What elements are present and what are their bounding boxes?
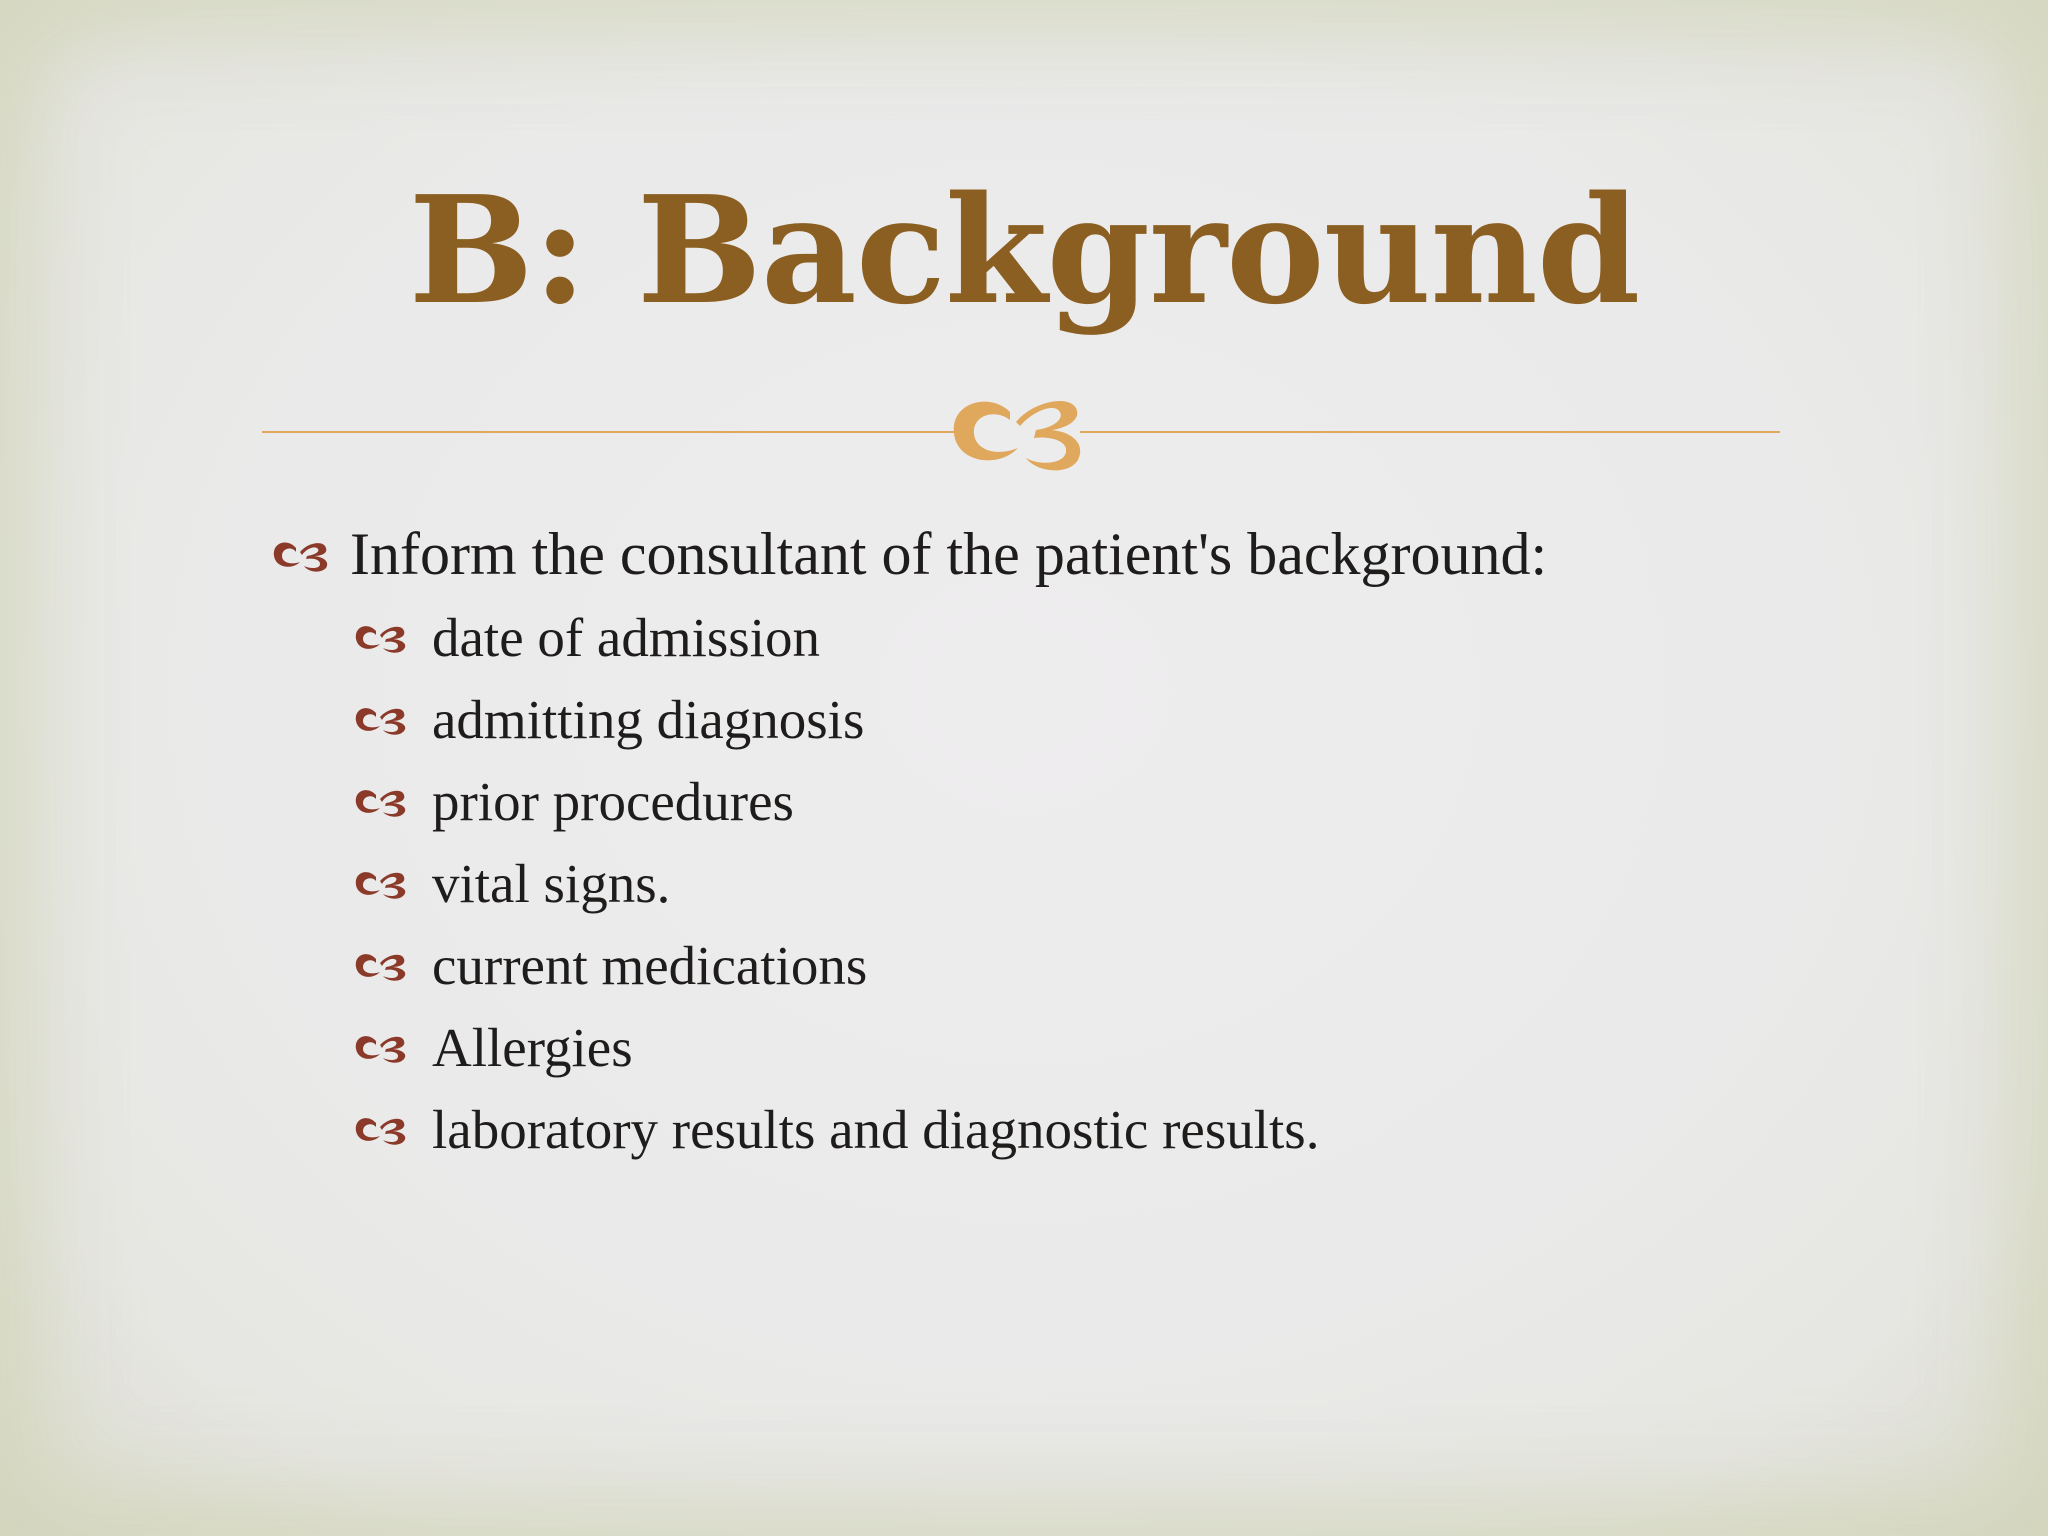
curl-bullet-icon [352,701,410,737]
list-item-text: Inform the consultant of the patient's background: [350,520,1548,587]
list-item [352,924,1830,1006]
list-item [352,1006,1830,1088]
list-item-text: date of admission [432,606,820,668]
list-item-text: laboratory results and diagnostic results. [432,1098,1320,1160]
bullet-list [270,512,1830,1170]
curl-bullet-icon [352,1029,410,1065]
sub-list [270,596,1830,1170]
list-item-text: admitting diagnosis [432,688,865,750]
curl-bullet-icon [352,783,410,819]
curl-ornament-icon [940,372,1100,482]
list-item-text: vital signs. [432,852,671,914]
list-item [352,678,1830,760]
curl-bullet-icon [352,1111,410,1147]
list-item-text: prior procedures [432,770,794,832]
list-item [352,760,1830,842]
title-divider-right [1080,431,1780,433]
list-item [352,596,1830,678]
list-item [352,842,1830,924]
curl-bullet-icon [270,534,332,574]
curl-bullet-icon [352,619,410,655]
list-item-text: current medications [432,934,868,996]
title-divider-left [262,431,962,433]
list-item [270,512,1830,596]
curl-bullet-icon [352,947,410,983]
slide-title: B: Background [408,163,1640,337]
list-item-text: Allergies [432,1016,633,1078]
list-item [352,1088,1830,1170]
curl-bullet-icon [352,865,410,901]
